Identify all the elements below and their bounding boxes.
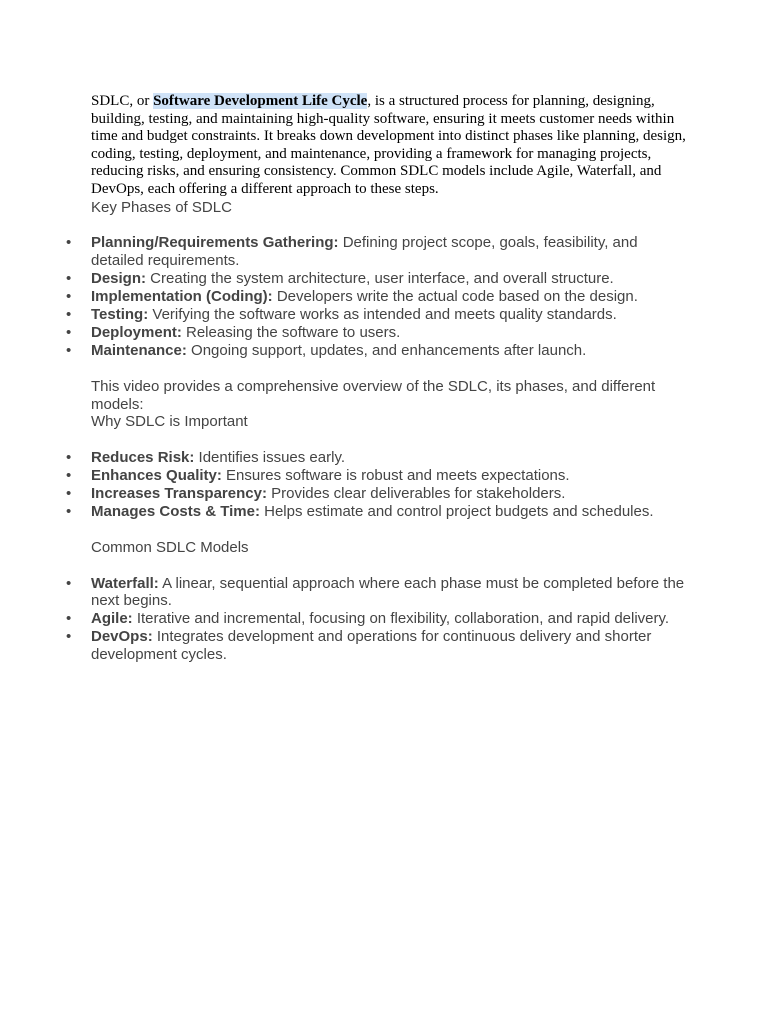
item-term: Enhances Quality: bbox=[91, 467, 222, 485]
item-term: Reduces Risk: bbox=[91, 449, 195, 467]
item-term: Design: bbox=[91, 270, 147, 288]
item-term: Deployment: bbox=[91, 323, 182, 341]
item-text: Helps estimate and control project budgets and schedules. bbox=[259, 502, 654, 520]
models-list bbox=[66, 574, 691, 665]
intro-paragraph bbox=[91, 93, 691, 199]
intro-prefix: SDLC, or bbox=[91, 93, 154, 109]
intro-body: , is a structured process for planning, designing, building, testing, and maintaining high-quality software, ensuring it meets customer needs within time and budget constraints. It breaks down development into distinct phases like planning, design, coding, testing, deployment, and maintenance, providing a framework for managing projects, reducing risks, and ensuring consistency. Common SDLC models include Agile, Waterfall, and DevOps, each offering a different approach to these steps. bbox=[91, 93, 686, 197]
item-text: Iterative and incremental, focusing on flexibility, collaboration, and rapid delivery. bbox=[132, 610, 670, 628]
bullet-icon: • bbox=[66, 502, 72, 520]
item-text: A linear, sequential approach where each phase must be completed before the next begins. bbox=[91, 574, 685, 610]
list-item bbox=[66, 502, 691, 521]
list-item bbox=[66, 574, 691, 611]
item-term: Manages Costs & Time: bbox=[91, 502, 260, 520]
list-item bbox=[66, 341, 691, 360]
bullet-icon: • bbox=[66, 234, 72, 252]
item-text: Creating the system architecture, user interface, and overall structure. bbox=[146, 270, 614, 288]
item-text: Ongoing support, updates, and enhancements after launch. bbox=[186, 341, 587, 359]
list-item bbox=[66, 288, 691, 306]
list-item bbox=[66, 270, 691, 288]
list-item bbox=[66, 485, 691, 503]
list-item bbox=[66, 628, 691, 664]
importance-list bbox=[66, 449, 691, 521]
item-text: Integrates development and operations for continuous delivery and shorter development cycles. bbox=[91, 628, 652, 664]
phases-list bbox=[66, 234, 691, 359]
bullet-icon: • bbox=[66, 270, 72, 288]
item-text: Releasing the software to users. bbox=[181, 323, 401, 341]
item-term: Agile: bbox=[91, 610, 133, 628]
item-text: Identifies issues early. bbox=[194, 449, 345, 467]
list-item bbox=[66, 323, 691, 342]
video-note: This video provides a comprehensive overview of the SDLC, its phases, and different models: bbox=[91, 377, 656, 413]
bullet-icon: • bbox=[66, 610, 72, 628]
bullet-icon: • bbox=[66, 628, 72, 646]
document-page bbox=[66, 93, 691, 664]
list-item bbox=[66, 449, 691, 467]
importance-heading: Why SDLC is Important bbox=[91, 413, 248, 431]
phases-heading: Key Phases of SDLC bbox=[91, 198, 232, 216]
item-term: Planning/Requirements Gathering: bbox=[91, 234, 339, 252]
bullet-icon: • bbox=[66, 467, 72, 485]
bullet-icon: • bbox=[66, 305, 72, 323]
item-term: Waterfall: bbox=[91, 574, 159, 592]
highlighted-term: Software Development Life Cycle bbox=[153, 93, 368, 109]
list-item bbox=[66, 234, 691, 270]
bullet-icon: • bbox=[66, 485, 72, 503]
list-item bbox=[66, 610, 691, 628]
item-term: Testing: bbox=[91, 305, 149, 323]
models-heading: Common SDLC Models bbox=[91, 538, 249, 556]
list-item bbox=[66, 305, 691, 324]
list-item bbox=[66, 467, 691, 485]
item-term: Implementation (Coding): bbox=[91, 288, 273, 306]
item-term: DevOps: bbox=[91, 628, 153, 646]
item-text: Ensures software is robust and meets expectations. bbox=[221, 467, 570, 485]
item-text: Verifying the software works as intended and meets quality standards. bbox=[148, 305, 617, 323]
item-term: Maintenance: bbox=[91, 341, 187, 359]
bullet-icon: • bbox=[66, 449, 72, 467]
bullet-icon: • bbox=[66, 288, 72, 306]
item-text: Developers write the actual code based on the design. bbox=[272, 288, 638, 306]
bullet-icon: • bbox=[66, 323, 72, 341]
item-text: Provides clear deliverables for stakeholders. bbox=[266, 485, 566, 503]
bullet-icon: • bbox=[66, 574, 72, 592]
item-term: Increases Transparency: bbox=[91, 485, 267, 503]
item-text: Defining project scope, goals, feasibility, and detailed requirements. bbox=[91, 234, 638, 270]
bullet-icon: • bbox=[66, 341, 72, 359]
